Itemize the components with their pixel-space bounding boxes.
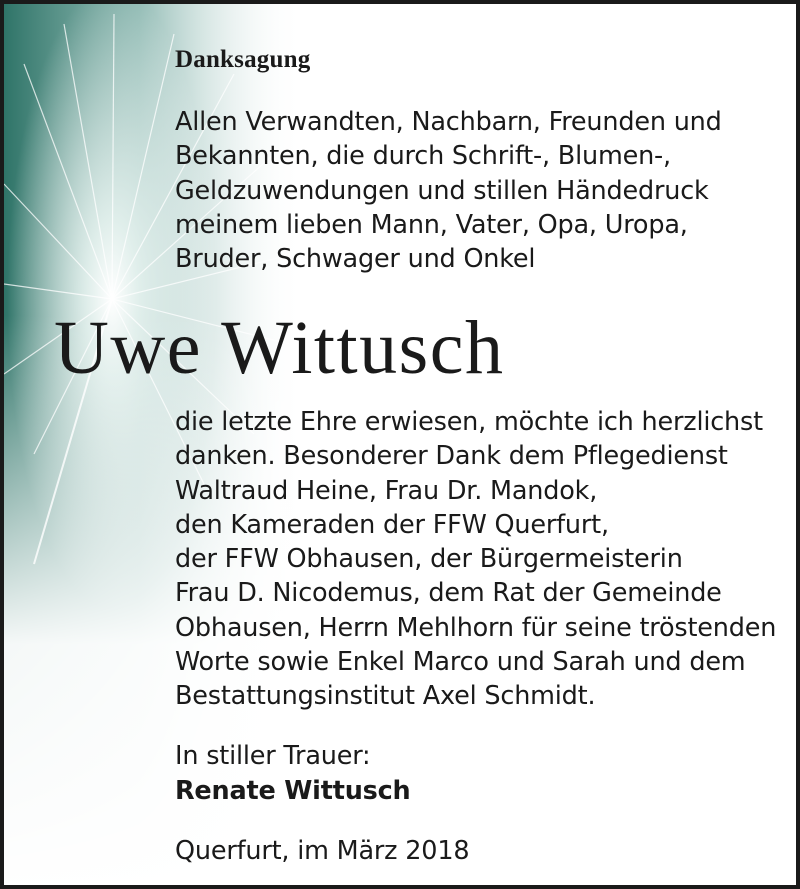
thanks-line: die letzte Ehre erwiesen, möchte ich herzlichst	[175, 407, 763, 437]
thanks-line: Worte sowie Enkel Marco und Sarah und dem	[175, 647, 746, 678]
thanks-paragraph	[175, 405, 776, 714]
place-date: Querfurt, im März 2018	[175, 836, 470, 866]
thanks-line: Frau D. Nicodemus, dem Rat der Gemeinde	[175, 578, 722, 609]
intro-line: Bruder, Schwager und Onkel	[175, 244, 536, 275]
thanks-line: Bestattungsinstitut Axel Schmidt.	[175, 681, 596, 712]
thanks-line: der FFW Obhausen, der Bürgermeisterin	[175, 544, 683, 575]
intro-line: Bekannten, die durch Schrift-, Blumen-,	[175, 141, 671, 172]
thanks-line: Obhausen, Herrn Mehlhorn für seine tröstenden	[175, 612, 777, 643]
intro-line: meinem lieben Mann, Vater, Opa, Uropa,	[175, 209, 688, 240]
notice-heading: Danksagung	[175, 46, 311, 73]
closing-phrase: In stiller Trauer:	[175, 741, 371, 771]
thanks-line: danken. Besonderer Dank dem Pflegedienst	[175, 441, 728, 472]
closing-block	[175, 739, 411, 809]
thanks-line: Waltraud Heine, Frau Dr. Mandok,	[175, 475, 598, 506]
intro-line: Geldzuwendungen und stillen Händedruck	[175, 175, 709, 206]
intro-paragraph	[175, 105, 722, 276]
intro-line: Allen Verwandten, Nachbarn, Freunden und	[175, 107, 722, 137]
thanks-line: den Kameraden der FFW Querfurt,	[175, 509, 609, 540]
deceased-name: Uwe Wittusch	[54, 306, 505, 390]
signer-name: Renate Wittusch	[175, 776, 411, 806]
